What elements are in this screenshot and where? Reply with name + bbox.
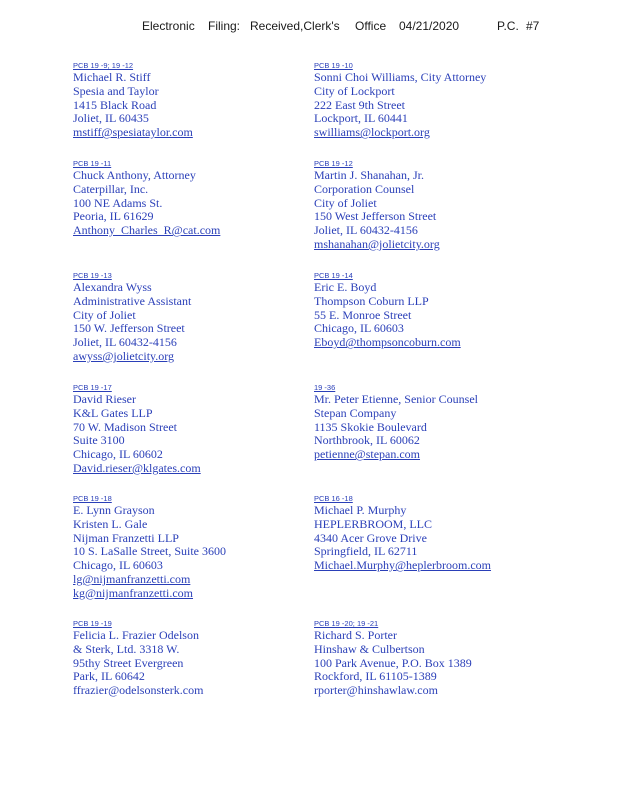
header-date: 04/21/2020 — [399, 19, 460, 33]
address-line: Felicia L. Frazier Odelson — [73, 628, 199, 642]
email-link[interactable]: petienne@stepan.com — [314, 447, 421, 462]
address-line: E. Lynn Grayson — [73, 503, 155, 517]
address-line: Kristen L. Gale — [73, 516, 148, 531]
email-link[interactable]: ffrazier@odelsonsterk.com — [73, 683, 204, 698]
address-line: Administrative Assistant — [73, 293, 192, 308]
case-number-tag: PCB 19 -14 — [314, 271, 353, 280]
contact-block — [73, 618, 313, 698]
address-line: Spesia and Taylor — [73, 83, 159, 98]
address-line: City of Joliet — [73, 307, 136, 322]
address-line: Chicago, IL 60603 — [314, 321, 404, 336]
email-link[interactable]: kg@nijmanfranzetti.com — [73, 585, 194, 600]
address-line: Nijman Franzetti LLP — [73, 530, 179, 545]
email-link[interactable]: rporter@hinshawlaw.com — [314, 683, 438, 698]
filing-header — [0, 19, 618, 35]
address-line: 150 West Jefferson Street — [314, 209, 437, 224]
address-line: 55 E. Monroe Street — [314, 307, 412, 322]
address-line: Rockford, IL 61105-1389 — [314, 669, 437, 684]
contact-block — [314, 60, 554, 140]
address-line: Chicago, IL 60602 — [73, 447, 163, 462]
email-link[interactable]: David.rieser@klgates.com — [73, 460, 201, 475]
email-link[interactable]: Michael.Murphy@heplerbroom.com — [314, 558, 492, 573]
email-link[interactable]: mshanahan@jolietcity.org — [314, 236, 440, 251]
address-line: 70 W. Madison Street — [73, 419, 177, 434]
address-line: K&L Gates LLP — [73, 405, 153, 420]
header-number: #7 — [526, 19, 540, 33]
address-line: Joliet, IL 60432-4156 — [314, 223, 418, 238]
contact-block — [314, 158, 554, 252]
address-line: Caterpillar, Inc. — [73, 181, 149, 196]
address-line: Peoria, IL 61629 — [73, 209, 154, 224]
email-link[interactable]: mstiff@spesiataylor.com — [73, 125, 193, 140]
case-number-tag: PCB 19 -11 — [73, 159, 112, 168]
address-line: 4340 Acer Grove Drive — [314, 530, 427, 545]
address-line: & Sterk, Ltd. 3318 W. — [73, 641, 180, 656]
contact-block — [73, 382, 313, 476]
address-line: Sonni Choi Williams, City Attorney — [314, 70, 487, 84]
address-line: Stepan Company — [314, 405, 397, 420]
address-line: Eric E. Boyd — [314, 280, 377, 294]
contact-block — [73, 158, 313, 238]
address-line: Martin J. Shanahan, Jr. — [314, 168, 424, 182]
address-line: Alexandra Wyss — [73, 280, 152, 294]
address-line: 10 S. LaSalle Street, Suite 3600 — [73, 544, 226, 559]
address-line: Northbrook, IL 60062 — [314, 433, 420, 448]
case-number-tag: PCB 19 -20; 19 -21 — [314, 619, 379, 628]
contact-block — [314, 618, 554, 698]
address-line: City of Lockport — [314, 83, 395, 98]
address-line: 1135 Skokie Boulevard — [314, 419, 427, 434]
address-line: Joliet, IL 60435 — [73, 111, 149, 126]
case-number-tag: PCB 16 -18 — [314, 494, 353, 503]
address-line: 95thy Street Evergreen — [73, 655, 184, 670]
address-line: Hinshaw & Culbertson — [314, 641, 425, 656]
address-line: Lockport, IL 60441 — [314, 111, 408, 126]
address-line: Mr. Peter Etienne, Senior Counsel — [314, 392, 478, 406]
address-line: Chuck Anthony, Attorney — [73, 168, 196, 182]
address-line: Springfield, IL 62711 — [314, 544, 418, 559]
contact-block — [314, 382, 554, 462]
address-line: Park, IL 60642 — [73, 669, 145, 684]
case-number-tag: PCB 19 -18 — [73, 494, 112, 503]
contact-block — [314, 493, 554, 573]
address-line: HEPLERBROOM, LLC — [314, 516, 433, 531]
email-link[interactable]: lg@nijmanfranzetti.com — [73, 571, 191, 586]
address-line: 222 East 9th Street — [314, 97, 405, 112]
address-line: David Rieser — [73, 392, 136, 406]
header-electronic: Electronic — [142, 19, 195, 33]
address-line: Chicago, IL 60603 — [73, 558, 163, 573]
email-link[interactable]: Anthony_Charles_R@cat.com — [73, 223, 221, 238]
header-pc: P.C. — [497, 19, 519, 33]
case-number-tag: PCB 19 -19 — [73, 619, 112, 628]
header-filing: Filing: — [208, 19, 241, 33]
case-number-tag: PCB 19 -10 — [314, 61, 353, 70]
contact-block — [73, 60, 313, 140]
address-line: City of Joliet — [314, 195, 377, 210]
contact-block — [73, 493, 313, 601]
email-link[interactable]: Eboyd@thompsoncoburn.com — [314, 335, 461, 350]
address-line: Joliet, IL 60432-4156 — [73, 335, 177, 350]
case-number-tag: PCB 19 -12 — [314, 159, 353, 168]
address-line: 100 Park Avenue, P.O. Box 1389 — [314, 655, 472, 670]
header-office: Office — [355, 19, 387, 33]
case-number-tag: PCB 19 -17 — [73, 383, 112, 392]
email-link[interactable]: swilliams@lockport.org — [314, 125, 430, 140]
address-line: Michael P. Murphy — [314, 503, 407, 517]
address-line: Richard S. Porter — [314, 628, 397, 642]
case-number-tag: PCB 19 -13 — [73, 271, 112, 280]
address-line: 100 NE Adams St. — [73, 195, 163, 210]
header-received: Received,Clerk's — [250, 19, 340, 33]
address-line: Suite 3100 — [73, 433, 125, 448]
email-link[interactable]: awyss@jolietcity.org — [73, 348, 175, 363]
address-line: Thompson Coburn LLP — [314, 293, 429, 308]
address-line: Michael R. Stiff — [73, 70, 151, 84]
address-line: Corporation Counsel — [314, 181, 415, 196]
address-line: 1415 Black Road — [73, 97, 157, 112]
contact-block — [314, 270, 554, 350]
case-number-tag: 19 -36 — [314, 383, 336, 392]
case-number-tag: PCB 19 -9; 19 -12 — [73, 61, 134, 70]
address-line: 150 W. Jefferson Street — [73, 321, 185, 336]
contact-block — [73, 270, 313, 364]
